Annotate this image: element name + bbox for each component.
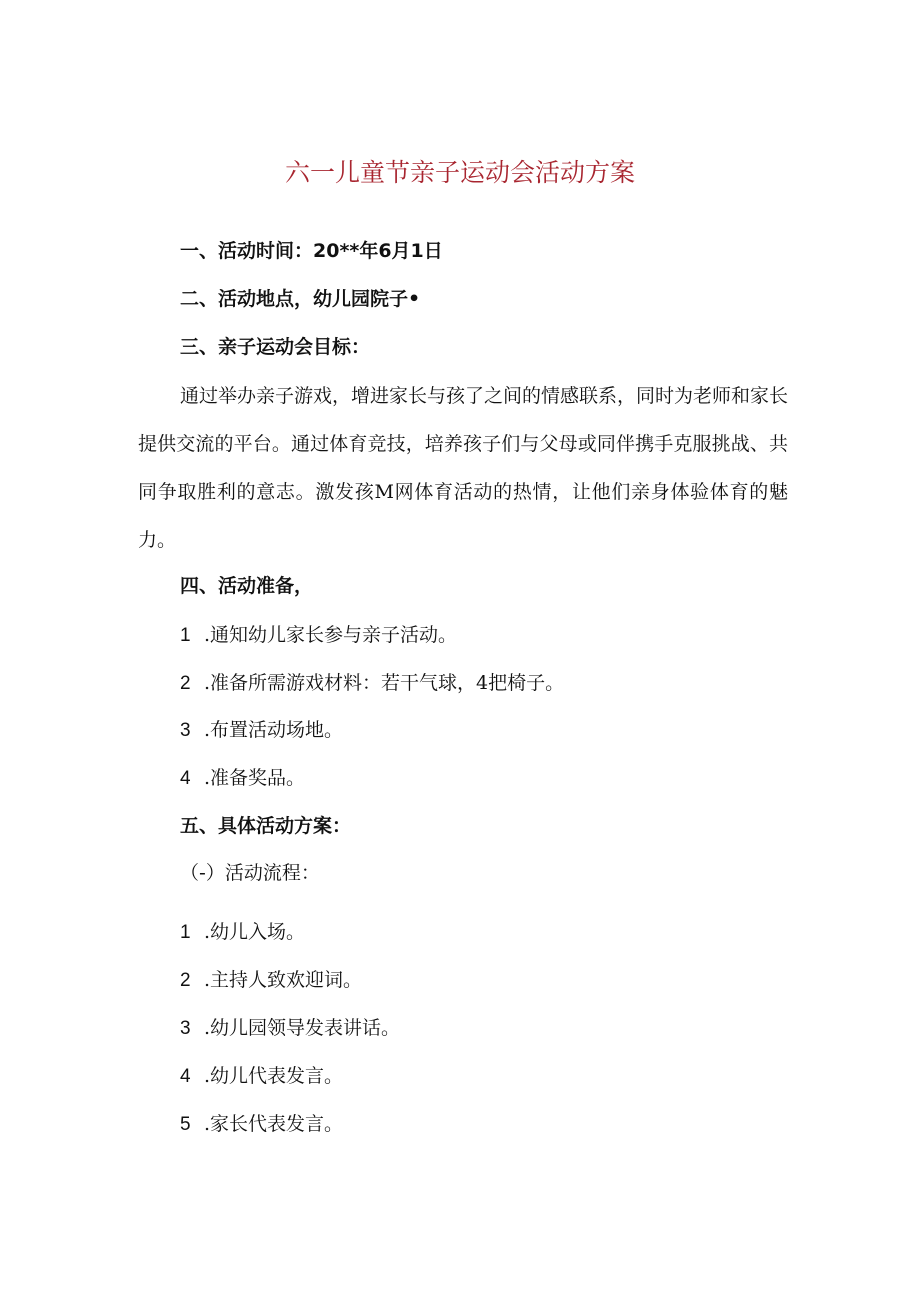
flow-item-number: 5 bbox=[180, 1114, 191, 1135]
prep-item-text: .准备奖品。 bbox=[204, 767, 306, 789]
flow-item-number: 3 bbox=[180, 1018, 191, 1039]
flow-list-item bbox=[180, 1014, 400, 1043]
section-activity-time: 一、活动时间：20**年6月1日 bbox=[180, 240, 443, 262]
flow-item-number: 2 bbox=[180, 970, 191, 991]
section-activity-location: 二、活动地点，幼儿园院子• bbox=[180, 288, 421, 310]
flow-item-text: .幼儿代表发言。 bbox=[204, 1065, 344, 1087]
prep-list-item bbox=[180, 621, 457, 650]
prep-item-text: .准备所需游戏材料：若干气球，4把椅子。 bbox=[204, 672, 565, 694]
flow-item-number: 1 bbox=[180, 922, 191, 943]
prep-item-number: 1 bbox=[180, 625, 191, 646]
subsection-flow-heading: （-）活动流程： bbox=[180, 862, 320, 884]
flow-item-text: .幼儿园领导发表讲话。 bbox=[204, 1017, 401, 1039]
section-preparation-heading: 四、活动准备， bbox=[180, 575, 314, 597]
flow-item-text: .幼儿入场。 bbox=[204, 921, 306, 943]
flow-list-item bbox=[180, 1110, 343, 1139]
prep-item-text: .通知幼儿家长参与亲子活动。 bbox=[204, 624, 458, 646]
prep-item-text: .布置活动场地。 bbox=[204, 719, 344, 741]
document-title: 六一儿童节亲子运动会活动方案 bbox=[284, 158, 635, 187]
flow-item-text: .主持人致欢迎词。 bbox=[204, 969, 363, 991]
flow-list-item bbox=[180, 966, 362, 995]
flow-item-text: .家长代表发言。 bbox=[204, 1113, 344, 1135]
flow-list-item bbox=[180, 918, 305, 947]
prep-item-number: 2 bbox=[180, 673, 191, 694]
prep-item-number: 3 bbox=[180, 720, 191, 741]
section-plan-heading: 五、具体活动方案： bbox=[180, 815, 352, 837]
prep-list-item bbox=[180, 716, 343, 745]
goals-paragraph: 通过举办亲子游戏，增进家长与孩了之间的情感联系，同时为老师和家长提供交流的平台。通过体育竞技，培养孩子们与父母或同伴携手克服挑战、共同争取胜利的意志。激发孩M网体育活动的热情，让他们亲身体验体育的魅力。 bbox=[138, 385, 789, 551]
prep-item-number: 4 bbox=[180, 768, 191, 789]
prep-list-item bbox=[180, 669, 564, 698]
flow-item-number: 4 bbox=[180, 1066, 191, 1087]
prep-list-item bbox=[180, 764, 305, 793]
flow-list-item bbox=[180, 1062, 343, 1091]
section-goals-heading: 三、亲子运动会目标： bbox=[180, 336, 371, 358]
